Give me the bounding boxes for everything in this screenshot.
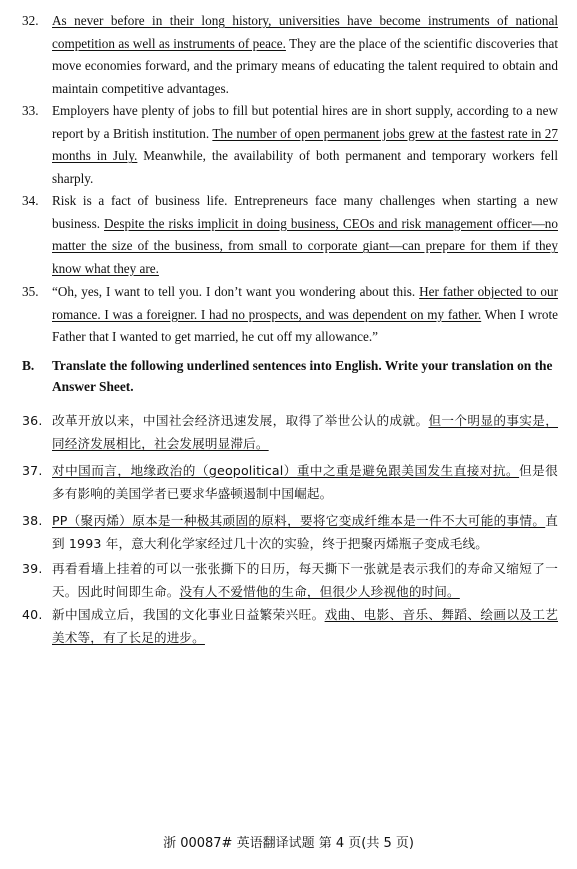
- plain-text: 改革开放以来，中国社会经济迅速发展，取得了举世公认的成就。: [52, 413, 429, 428]
- section-instructions: Translate the following underlined sentences into English. Write your translation on the Answer Sheet.: [52, 358, 553, 394]
- underlined-sentence: 对中国而言，地缘政治的（geopolitical）重中之重是避免跟美国发生直接对抗。: [52, 463, 520, 478]
- question-number: 35.: [22, 284, 39, 299]
- question-text: [52, 558, 558, 604]
- question-39: [22, 558, 558, 604]
- question-33: [22, 100, 558, 190]
- underlined-sentence: 但一个明显的事实是，同经济发展相比，社会发展明显滞后。: [52, 413, 559, 451]
- plain-text: “Oh, yes, I want to tell you. I don’t want you wondering about this.: [52, 284, 420, 299]
- question-text: [52, 190, 558, 280]
- question-number: 39.: [22, 561, 43, 576]
- underlined-sentence: 没有人不爱惜他的生命，但很少人珍视他的时间。: [179, 583, 460, 599]
- question-number: 40.: [22, 607, 43, 622]
- underlined-sentence: The number of open permanent jobs grew at the fastest rate in 27 months in July.: [52, 125, 558, 164]
- question-number: 33.: [22, 103, 39, 118]
- question-number: 34.: [22, 193, 39, 208]
- question-number: 38.: [22, 513, 43, 528]
- question-37: [22, 460, 558, 506]
- question-number: 32.: [22, 13, 39, 28]
- section-b-heading: [22, 355, 558, 397]
- question-38: [22, 510, 558, 556]
- question-34: [22, 190, 558, 280]
- underlined-sentence: As never before in their long history, universities have become instruments of national competition as well as instruments of peace.: [52, 13, 558, 51]
- question-number: 36.: [22, 413, 43, 428]
- question-number: 37.: [22, 463, 43, 478]
- question-text: [52, 281, 558, 349]
- page-footer: 浙 00087# 英语翻译试题 第 4 页(共 5 页): [163, 836, 414, 851]
- underlined-sentence: Despite the risks implicit in doing business, CEOs and risk management officer—no matter the size of the business, from small to corporate giant—can prepare for them if they know what they are.: [52, 215, 558, 276]
- plain-text: They are the place of the scientific discoveries that move economies forward, and the primary means of educating the talent required to obtain and maintain competitive advantages.: [52, 35, 558, 96]
- question-32: [22, 10, 558, 100]
- question-text: [52, 410, 558, 456]
- plain-text: When I wrote Father that I wanted to get married, he cut off my allowance.”: [52, 306, 558, 345]
- question-text: [52, 460, 558, 506]
- plain-text: Meanwhile, the availability of both permanent and temporary workers fell sharply.: [52, 148, 558, 186]
- underlined-sentence: Her father objected to our romance. I was a foreigner. I had no prospects, and was dependent on my father.: [52, 284, 558, 322]
- question-text: [52, 510, 558, 556]
- plain-text: Risk is a fact of business life. Entrepreneurs face many challenges when starting a new business.: [52, 193, 558, 231]
- question-36: [22, 410, 558, 456]
- plain-text: 再看看墙上挂着的可以一张张撕下的日历，每天撕下一张就是表示我们的寿命又缩短了一天。因此时间即生命。: [52, 561, 558, 599]
- plain-text: Employers have plenty of jobs to fill but potential hires are in short supply, according to a new report by a British institution.: [52, 103, 558, 141]
- question-35: [22, 281, 558, 349]
- underlined-sentence: PP（聚丙烯）原本是一种极其顽固的原料，要将它变成纤维本是一件不大可能的事情。: [52, 513, 546, 528]
- question-text: [52, 604, 558, 650]
- section-letter: B.: [22, 358, 35, 373]
- question-40: [22, 604, 558, 650]
- question-text: [52, 100, 558, 190]
- question-text: [52, 10, 558, 100]
- plain-text: 新中国成立后，我国的文化事业日益繁荣兴旺。: [52, 607, 325, 622]
- plain-text: 直到 1993 年，意大利化学家经过几十次的实验，终于把聚丙烯瓶子变成毛线。: [52, 513, 558, 551]
- plain-text: 但是很多有影响的美国学者已要求华盛顿遏制中国崛起。: [52, 463, 558, 501]
- underlined-sentence: 戏曲、电影、音乐、舞蹈、绘画以及工艺美术等，有了长足的进步。: [52, 607, 559, 645]
